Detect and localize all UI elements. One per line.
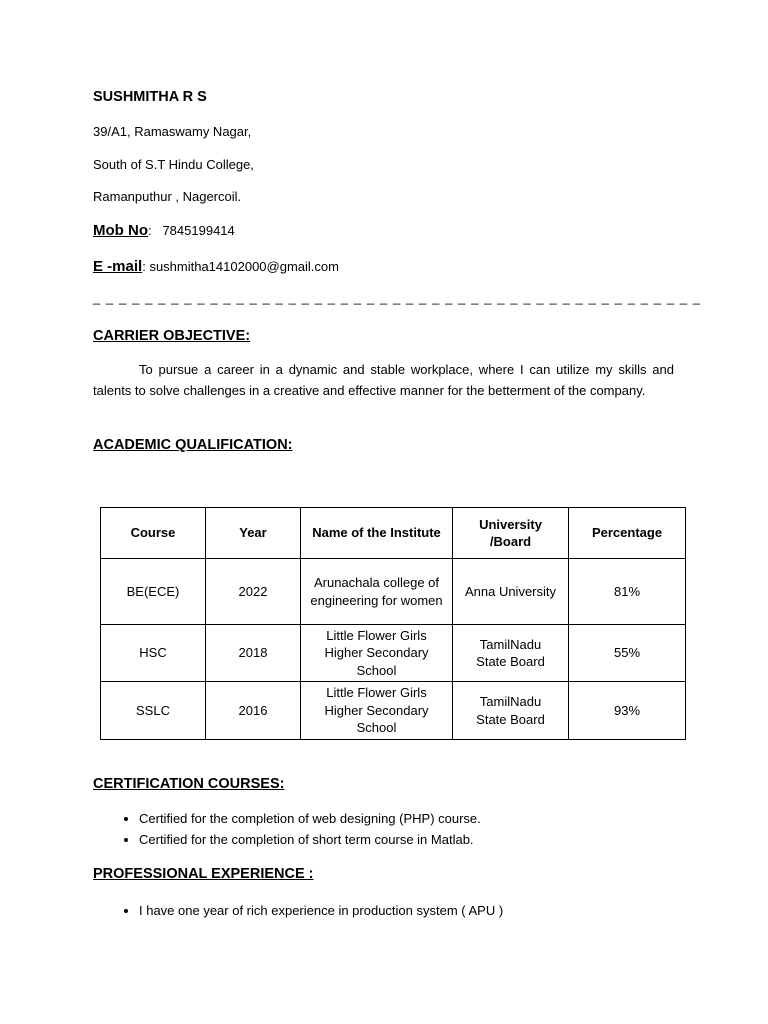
- experience-list: [113, 900, 503, 921]
- course-cell: BE(ECE): [101, 559, 206, 625]
- email-label: E -mail: [93, 258, 143, 275]
- course-cell: SSLC: [101, 682, 206, 740]
- list-item: • Certified for the completion of web designing (PHP) course.: [139, 808, 481, 829]
- email-line: [93, 258, 339, 275]
- address-line-3: Ramanputhur , Nagercoil.: [93, 189, 242, 204]
- institute-cell: Little Flower Girls Higher Secondary School: [301, 682, 453, 740]
- table-header-row: [101, 508, 686, 559]
- year-cell: 2018: [206, 625, 301, 682]
- email-separator: :: [142, 259, 146, 274]
- objective-heading: CARRIER OBJECTIVE:: [93, 328, 251, 344]
- candidate-name: SUSHMITHA R S: [93, 89, 207, 105]
- experience-heading: PROFESSIONAL EXPERIENCE :: [93, 866, 314, 882]
- board-cell: TamilNadu State Board: [453, 682, 569, 740]
- email-address: sushmitha14102000@gmail.com: [149, 259, 339, 274]
- mobile-line: [93, 222, 235, 239]
- mobile-separator: :: [147, 223, 152, 238]
- percentage-cell: 55%: [569, 625, 686, 682]
- column-header: Year: [206, 508, 301, 559]
- percentage-cell: 81%: [569, 559, 686, 625]
- mobile-label: Mob No: [93, 222, 148, 239]
- academic-table: [100, 507, 686, 740]
- board-cell: TamilNadu State Board: [453, 625, 569, 682]
- academic-heading: ACADEMIC QUALIFICATION:: [93, 437, 293, 453]
- certification-list: [113, 808, 481, 850]
- objective-text: To pursue a career in a dynamic and stable workplace, where I can utilize my skills and talents to solve challenges in a creative and effective manner for the betterment of the company.: [93, 362, 674, 398]
- table-row: [101, 625, 686, 682]
- address-line-2: South of S.T Hindu College,: [93, 157, 254, 172]
- address-line-1: 39/A1, Ramaswamy Nagar,: [93, 124, 252, 139]
- column-header: University /Board: [453, 508, 569, 559]
- institute-cell: Arunachala college of engineering for women: [301, 559, 453, 625]
- year-cell: 2016: [206, 682, 301, 740]
- section-divider: _ _ _ _ _ _ _ _ _ _ _ _ _ _ _ _ _ _ _ _ _ _ _ _ _ _ _ _ _ _ _ _ _ _ _ _ _ _ _ _ _ _ _ _ _ _ _: [93, 290, 702, 305]
- column-header: Name of the Institute: [301, 508, 453, 559]
- column-header: Course: [101, 508, 206, 559]
- list-item: • I have one year of rich experience in production system ( APU ): [139, 900, 503, 921]
- percentage-cell: 93%: [569, 682, 686, 740]
- column-header: Percentage: [569, 508, 686, 559]
- institute-cell: Little Flower Girls Higher Secondary School: [301, 625, 453, 682]
- certification-heading: CERTIFICATION COURSES:: [93, 776, 285, 792]
- board-cell: Anna University: [453, 559, 569, 625]
- table-row: [101, 682, 686, 740]
- table-row: [101, 559, 686, 625]
- mobile-number: 7845199414: [162, 223, 235, 238]
- year-cell: 2022: [206, 559, 301, 625]
- course-cell: HSC: [101, 625, 206, 682]
- list-item: • Certified for the completion of short term course in Matlab.: [139, 829, 481, 850]
